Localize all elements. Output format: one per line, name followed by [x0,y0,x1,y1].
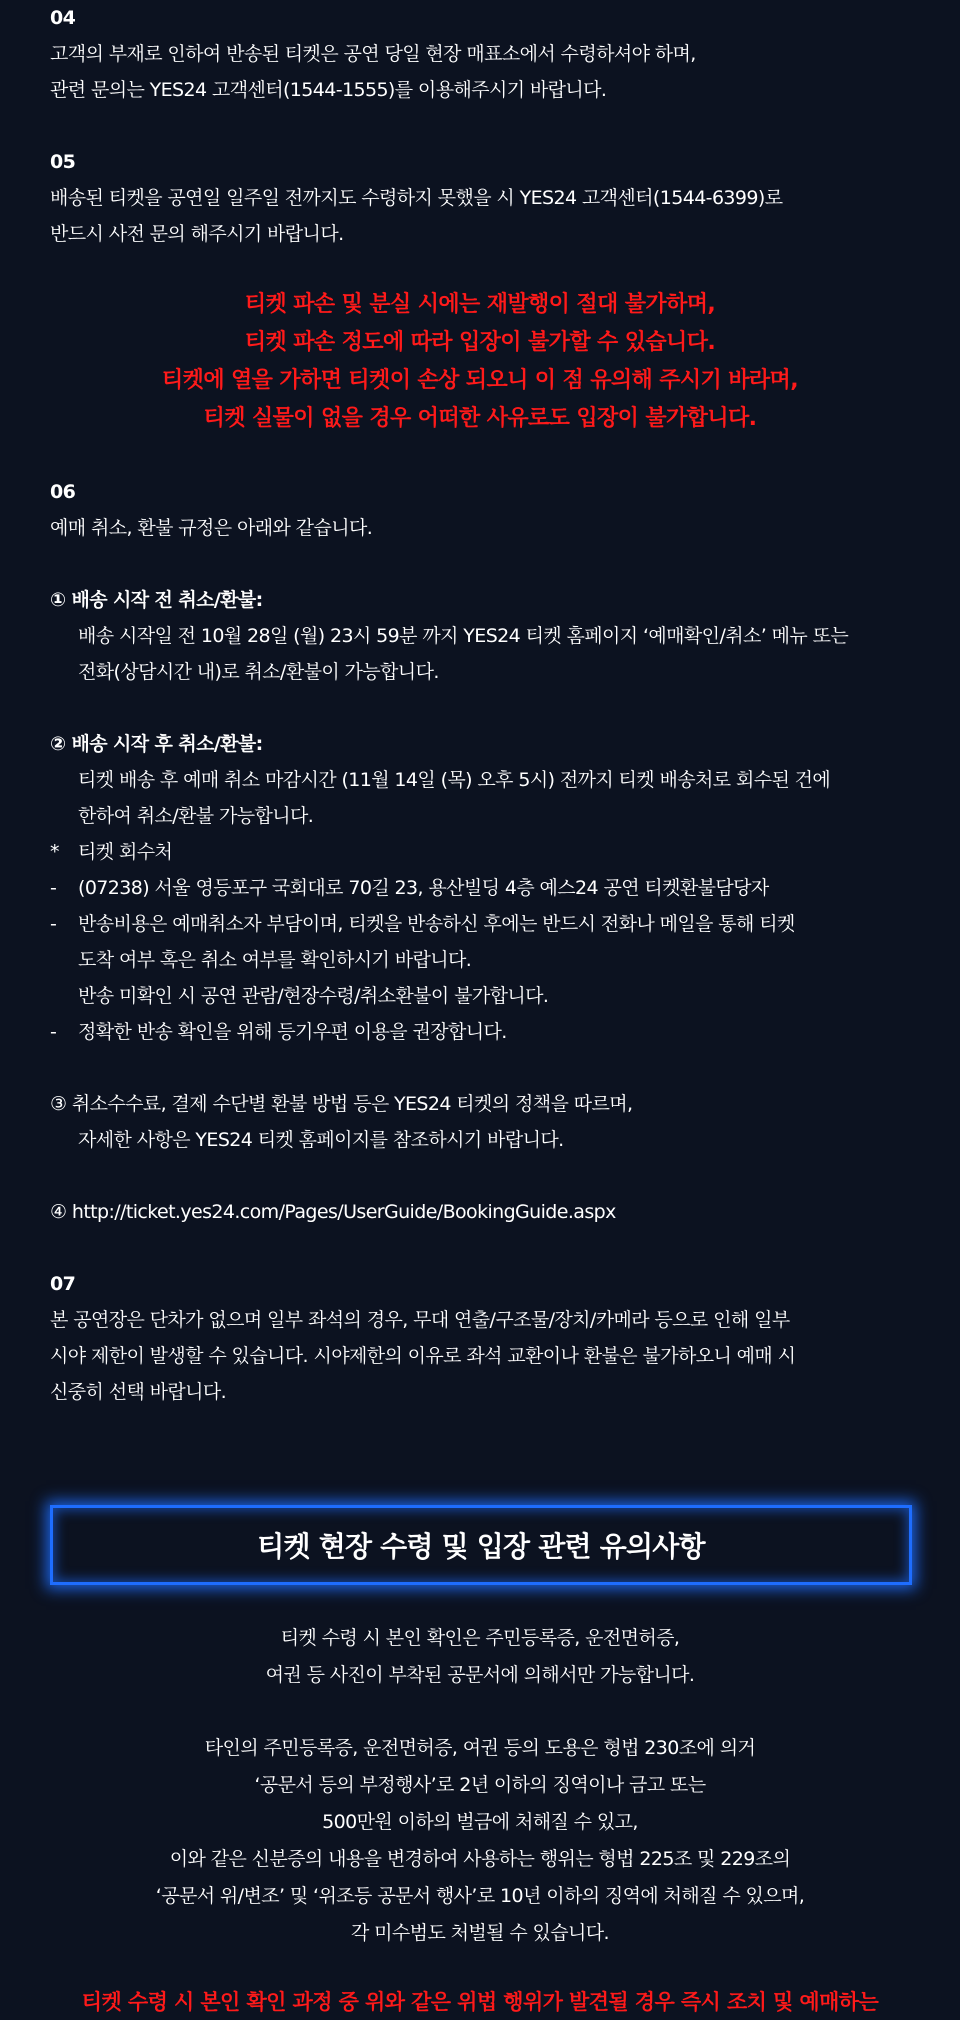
section-title-box [50,1505,912,1585]
section-07 [50,1266,920,1410]
refund-before-shipping-text: 배송 시작일 전 10월 28일 (월) 23시 59분 까지 YES24 티켓 홈페이지 ‘예매확인/취소’ 메뉴 또는 [78,625,849,647]
dash-mark: - [50,877,57,899]
section-intro: 예매 취소, 환불 규정은 아래와 같습니다. [50,517,373,539]
ticket-damage-warning [0,286,960,438]
section-text-line: 신중히 선택 바랍니다. [50,1381,227,1403]
section-text-line: 반드시 사전 문의 해주시기 바랍니다. [50,223,344,245]
asterisk-mark: * [50,841,59,863]
cancellation-fee-text: ③ 취소수수료, 결제 수단별 환불 방법 등은 YES24 티켓의 정책을 따르며, [50,1093,633,1115]
bottom-red-warning: 티켓 수령 시 본인 확인 과정 중 위와 같은 위법 행위가 발견될 경우 즉시 조치 및 예매하는 [81,1990,879,2014]
warning-line: 티켓 실물이 없을 경우 어떠한 사유로도 입장이 불가합니다. [203,406,757,431]
registered-mail-text: 정확한 반송 확인을 위해 등기우편 이용을 권장합니다. [78,1021,507,1043]
return-address-text: (07238) 서울 영등포구 국회대로 70길 23, 용산빌딩 4층 예스24 공연 티켓환불담당자 [78,877,769,899]
warning-line: 티켓에 열을 가하면 티켓이 손상 되오니 이 점 유의해 주시기 바라며, [162,368,798,393]
section-text-line: 고객의 부재로 인하여 반송된 티켓은 공연 당일 현장 매표소에서 수령하셔야 하며, [50,43,696,65]
refund-before-shipping-title: ① 배송 시작 전 취소/환불: [50,589,263,611]
section-text-line: 시야 제한이 발생할 수 있습니다. 시야제한의 이유로 좌석 교환이나 환불은 불가하오니 예매 시 [50,1345,796,1367]
cancellation-fee-text: 자세한 사항은 YES24 티켓 홈페이지를 참조하시기 바랍니다. [78,1129,564,1151]
id-check-notice [0,1620,960,1694]
section-number: 06 [50,481,76,503]
registered-mail-item [50,1014,920,1050]
return-cost-text: 반송 미확인 시 공연 관람/현장수령/취소환불이 불가합니다. [78,985,549,1007]
section-number: 04 [50,7,76,29]
section-text-line: 관련 문의는 YES24 고객센터(1544-1555)를 이용해주시기 바랍니다. [50,79,607,101]
section-text-line: 배송된 티켓을 공연일 일주일 전까지도 수령하지 못했을 시 YES24 고객센터(1544-6399)로 [50,187,783,209]
refund-before-shipping-text: 전화(상담시간 내)로 취소/환불이 가능합니다. [78,661,439,683]
refund-after-shipping-text: 한하여 취소/환불 가능합니다. [78,805,314,827]
notice-line: 이와 같은 신분증의 내용을 변경하여 사용하는 행위는 형법 225조 및 229조의 [169,1848,791,1870]
section-title: 티켓 현장 수령 및 입장 관련 유의사항 [257,1530,705,1563]
notice-line: 500만원 이하의 벌금에 처해질 수 있고, [322,1811,638,1833]
section-number: 07 [50,1273,76,1295]
refund-after-shipping-title: ② 배송 시작 후 취소/환불: [50,733,263,755]
notice-line: 타인의 주민등록증, 운전면허증, 여권 등의 도용은 형법 230조에 의거 [204,1737,756,1759]
notice-line: ‘공문서 위/변조’ 및 ‘위조등 공문서 행사’로 10년 이하의 징역에 처해질 수 있으며, [155,1885,805,1907]
notice-line: ‘공문서 등의 부정행사’로 2년 이하의 징역이나 금고 또는 [254,1774,706,1796]
return-address-item [50,870,920,906]
warning-line: 티켓 파손 정도에 따라 입장이 불가할 수 있습니다. [244,330,716,355]
section-04 [50,0,920,108]
section-number: 05 [50,151,76,173]
return-cost-item [50,906,920,942]
return-address-label: 티켓 회수처 [78,841,173,863]
notice-line: 각 미수범도 처벌될 수 있습니다. [350,1922,609,1944]
warning-line: 티켓 파손 및 분실 시에는 재발행이 절대 불가하며, [244,292,716,317]
legal-penalty-notice [0,1730,960,1952]
refund-after-shipping-text: 티켓 배송 후 예매 취소 마감시간 (11월 14일 (목) 오후 5시) 전까지 티켓 배송처로 회수된 건에 [78,769,831,791]
section-05 [50,144,920,252]
notice-line: 여권 등 사진이 부착된 공문서에 의해서만 가능합니다. [265,1664,695,1686]
section-06 [50,474,920,1230]
section-text-line: 본 공연장은 단차가 없으며 일부 좌석의 경우, 무대 연출/구조물/장치/카메라 등으로 인해 일부 [50,1309,790,1331]
booking-guide-link[interactable]: ④ http://ticket.yes24.com/Pages/UserGuide/BookingGuide.aspx [50,1201,616,1223]
dash-mark: - [50,913,57,935]
return-cost-text: 반송비용은 예매취소자 부담이며, 티켓을 반송하신 후에는 반드시 전화나 메일을 통해 티켓 [78,913,795,935]
ticket-return-address-heading [50,834,920,870]
dash-mark: - [50,1021,57,1043]
notice-line: 티켓 수령 시 본인 확인은 주민등록증, 운전면허증, [280,1627,680,1649]
return-cost-text: 도착 여부 혹은 취소 여부를 확인하시기 바랍니다. [78,949,472,971]
